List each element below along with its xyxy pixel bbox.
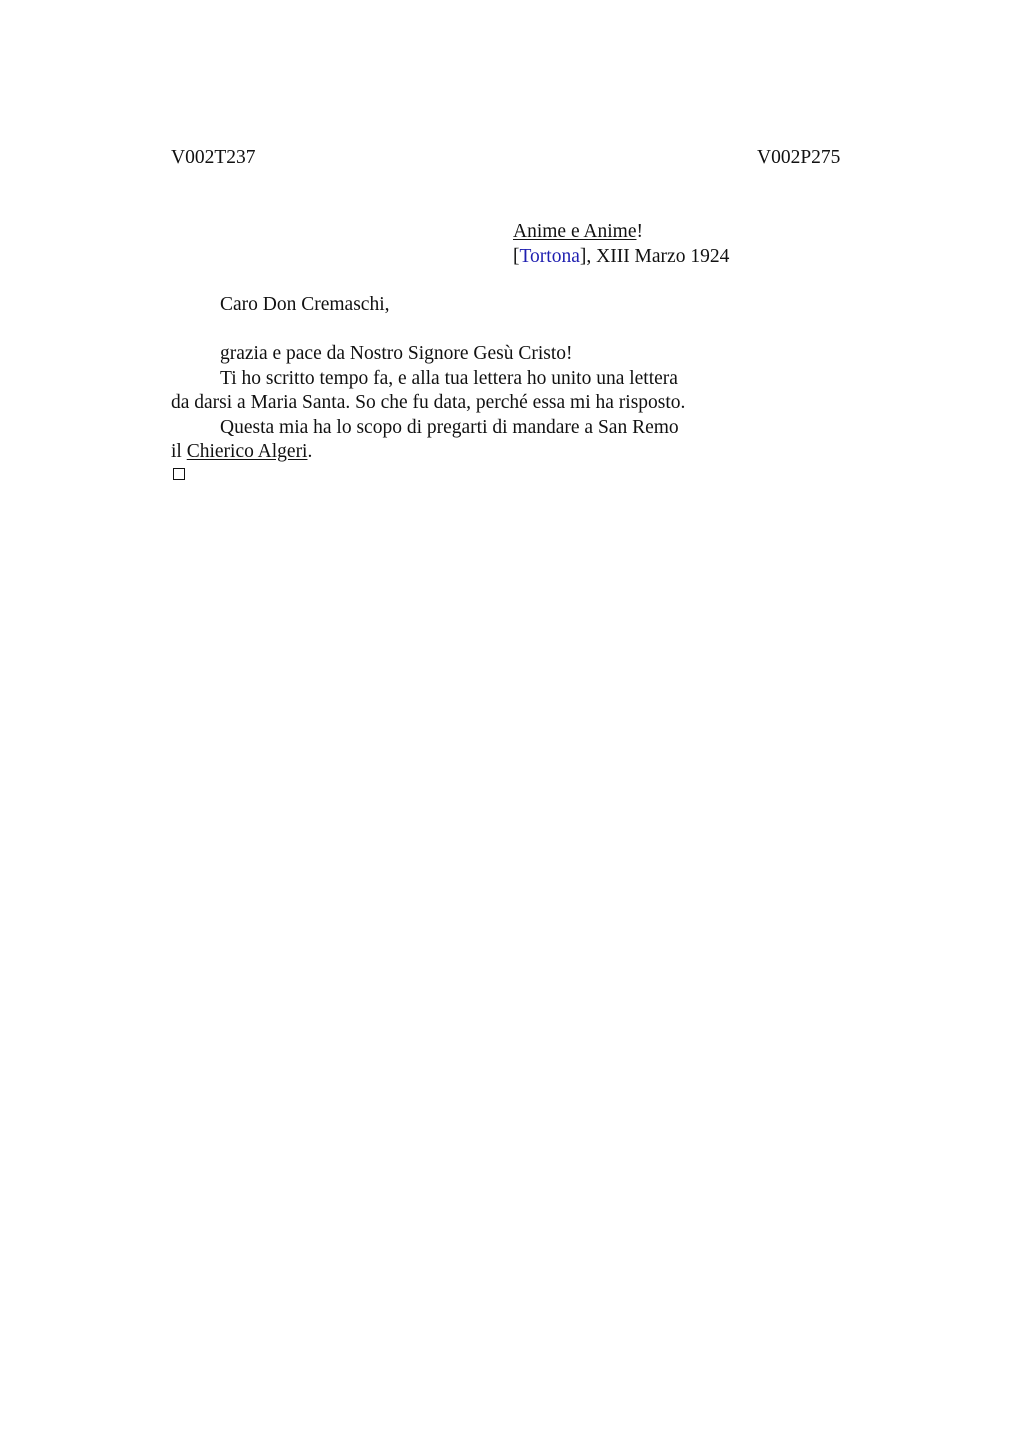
date-line — [513, 245, 729, 269]
person-name: Chierico Algeri — [186, 441, 308, 462]
paragraph-1-line-1: Ti ho scritto tempo fa, e alla tua lettera ho unito una lettera — [220, 368, 678, 389]
motto-line — [513, 220, 643, 244]
greeting: grazia e pace da Nostro Signore Gesù Cristo! — [220, 343, 573, 364]
bracket-open: [ — [513, 246, 520, 267]
paragraph-2-end: . — [307, 441, 313, 462]
date-text: ], XIII Marzo 1924 — [579, 246, 730, 267]
motto: Anime e Anime — [513, 221, 637, 242]
paragraph-2-line-2 — [171, 440, 312, 464]
paragraph-1-line-2: da darsi a Maria Santa. So che fu data, perché essa mi ha risposto. — [171, 392, 686, 413]
salutation: Caro Don Cremaschi, — [220, 294, 390, 315]
document-code-right: V002P275 — [757, 147, 841, 168]
place-link[interactable]: Tortona — [519, 246, 580, 267]
paragraph-2-line-1: Questa mia ha lo scopo di pregarti di mandare a San Remo — [220, 417, 679, 438]
empty-square-icon — [173, 468, 185, 480]
motto-punctuation: ! — [636, 221, 643, 242]
document-code-left: V002T237 — [171, 147, 256, 168]
paragraph-2-prefix: il — [171, 441, 187, 462]
